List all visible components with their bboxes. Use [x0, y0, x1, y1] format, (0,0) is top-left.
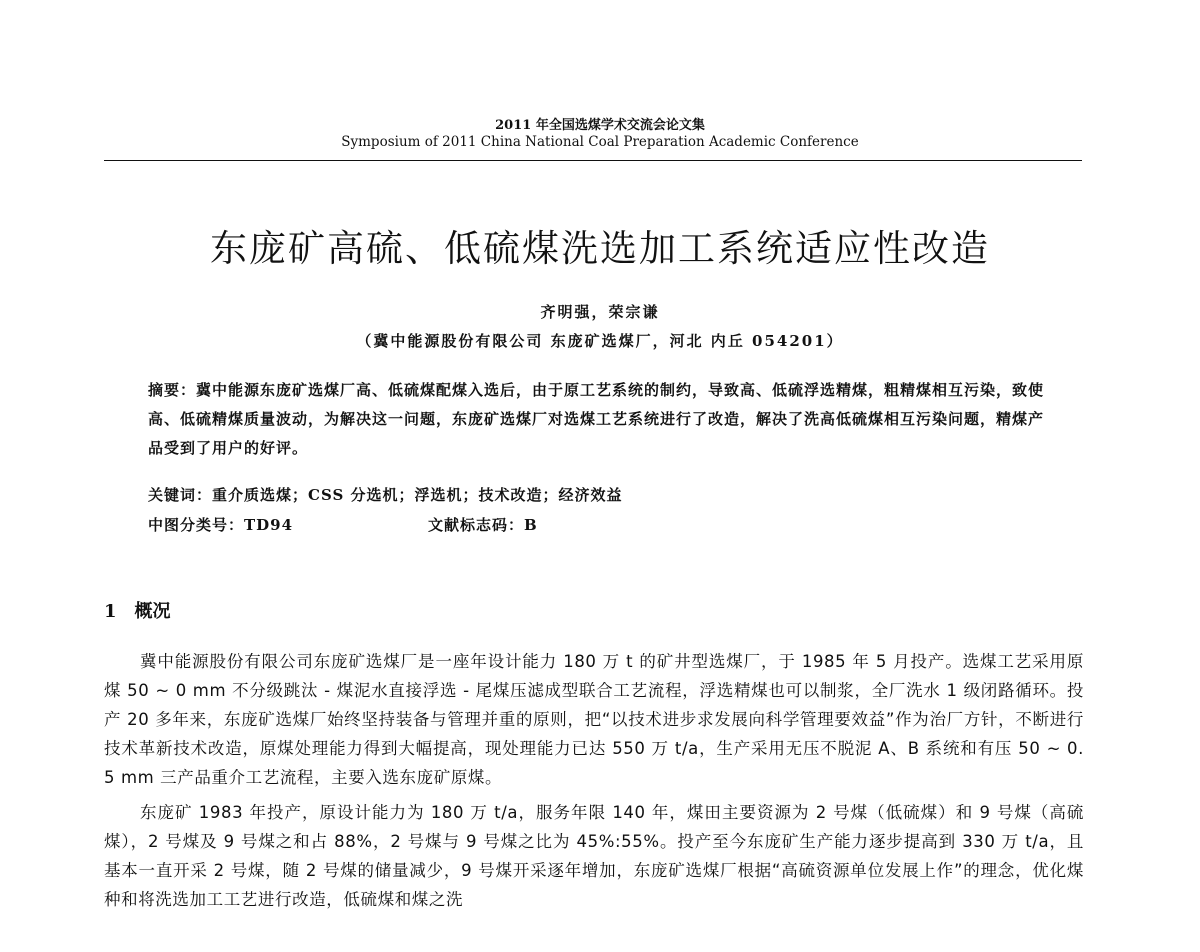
running-header-en: Symposium of 2011 China National Coal Preparation Academic Conference — [341, 134, 859, 150]
document-code — [428, 514, 538, 535]
section-body — [104, 647, 1084, 920]
section-title: 概况 — [134, 601, 171, 622]
classification — [148, 514, 1048, 535]
abstract-label: 摘要： — [148, 381, 197, 399]
abstract-text: 冀中能源东庞矿选煤厂高、低硫煤配煤入选后，由于原工艺系统的制约，导致高、低硫浮选精煤，粗精煤相互污染，致使高、低硫精煤质量波动，为解决这一问题，东庞矿选煤厂对选煤工艺系统进行了改造，解决了洗高低硫煤相互污染问题，精煤产品受到了用户的好评。 — [148, 381, 1045, 457]
abstract — [148, 376, 1048, 463]
body-paragraph-2: 东庞矿 1983 年投产，原设计能力为 180 万 t/a，服务年限 140 年，煤田主要资源为 2 号煤（低硫煤）和 9 号煤（高硫煤），2 号煤及 9 号煤之和占 88%，2 号煤与 9 号煤之比为 45%:55%。投产至今东庞矿生产能力逐步提高到 330 万 t/a，且基本一直开采 2 号煤，随 2 号煤的储量减少，9 号煤开采逐年增加，东庞矿选煤厂根据“高硫资源单位发展上作”的理念，优化煤种和将洗选加工工艺进行改造，低硫煤和煤之洗 — [104, 803, 1084, 909]
keywords — [148, 484, 1048, 505]
affiliation: （冀中能源股份有限公司 东庞矿选煤厂，河北 内丘 054201） — [356, 332, 844, 350]
classification-value: TD94 — [244, 516, 294, 534]
running-header — [0, 118, 1200, 150]
paper-title: 东庞矿高硫、低硫煤洗选加工系统适应性改造 — [210, 227, 990, 270]
document-code-value: B — [524, 516, 538, 534]
body-paragraph-1: 冀中能源股份有限公司东庞矿选煤厂是一座年设计能力 180 万 t 的矿井型选煤厂，于 1985 年 5 月投产。选煤工艺采用原煤 50 ~ 0 mm 不分级跳汰 - 煤泥水直接浮选 - 尾煤压滤成型联合工艺流程，浮选精煤也可以制浆，全厂洗水 1 级闭路循环。投产 20 多年来，东庞矿选煤厂始终坚持装备与管理并重的原则，把“以技术进步求发展向科学管理要效益”作为治厂方针，不断进行技术革新技术改造，原煤处理能力得到大幅提高，现处理能力已达 550 万 t/a，生产采用无压不脱泥 A、B 系统和有压 50 ~ 0. 5 mm 三产品重介工艺流程，主要入选东庞矿原煤。 — [104, 652, 1084, 787]
keywords-label: 关键词： — [148, 486, 213, 504]
running-header-cn: 2011 年全国选煤学术交流会论文集 — [495, 118, 705, 133]
keywords-text: 重介质选煤；CSS 分选机；浮选机；技术改造；经济效益 — [212, 486, 623, 504]
authors: 齐明强，荣宗谦 — [540, 303, 660, 321]
section-number: 1 — [104, 601, 117, 622]
section-heading — [104, 597, 171, 623]
header-rule — [104, 160, 1082, 161]
document-code-label: 文献标志码： — [428, 516, 525, 534]
classification-label: 中图分类号： — [148, 516, 245, 534]
